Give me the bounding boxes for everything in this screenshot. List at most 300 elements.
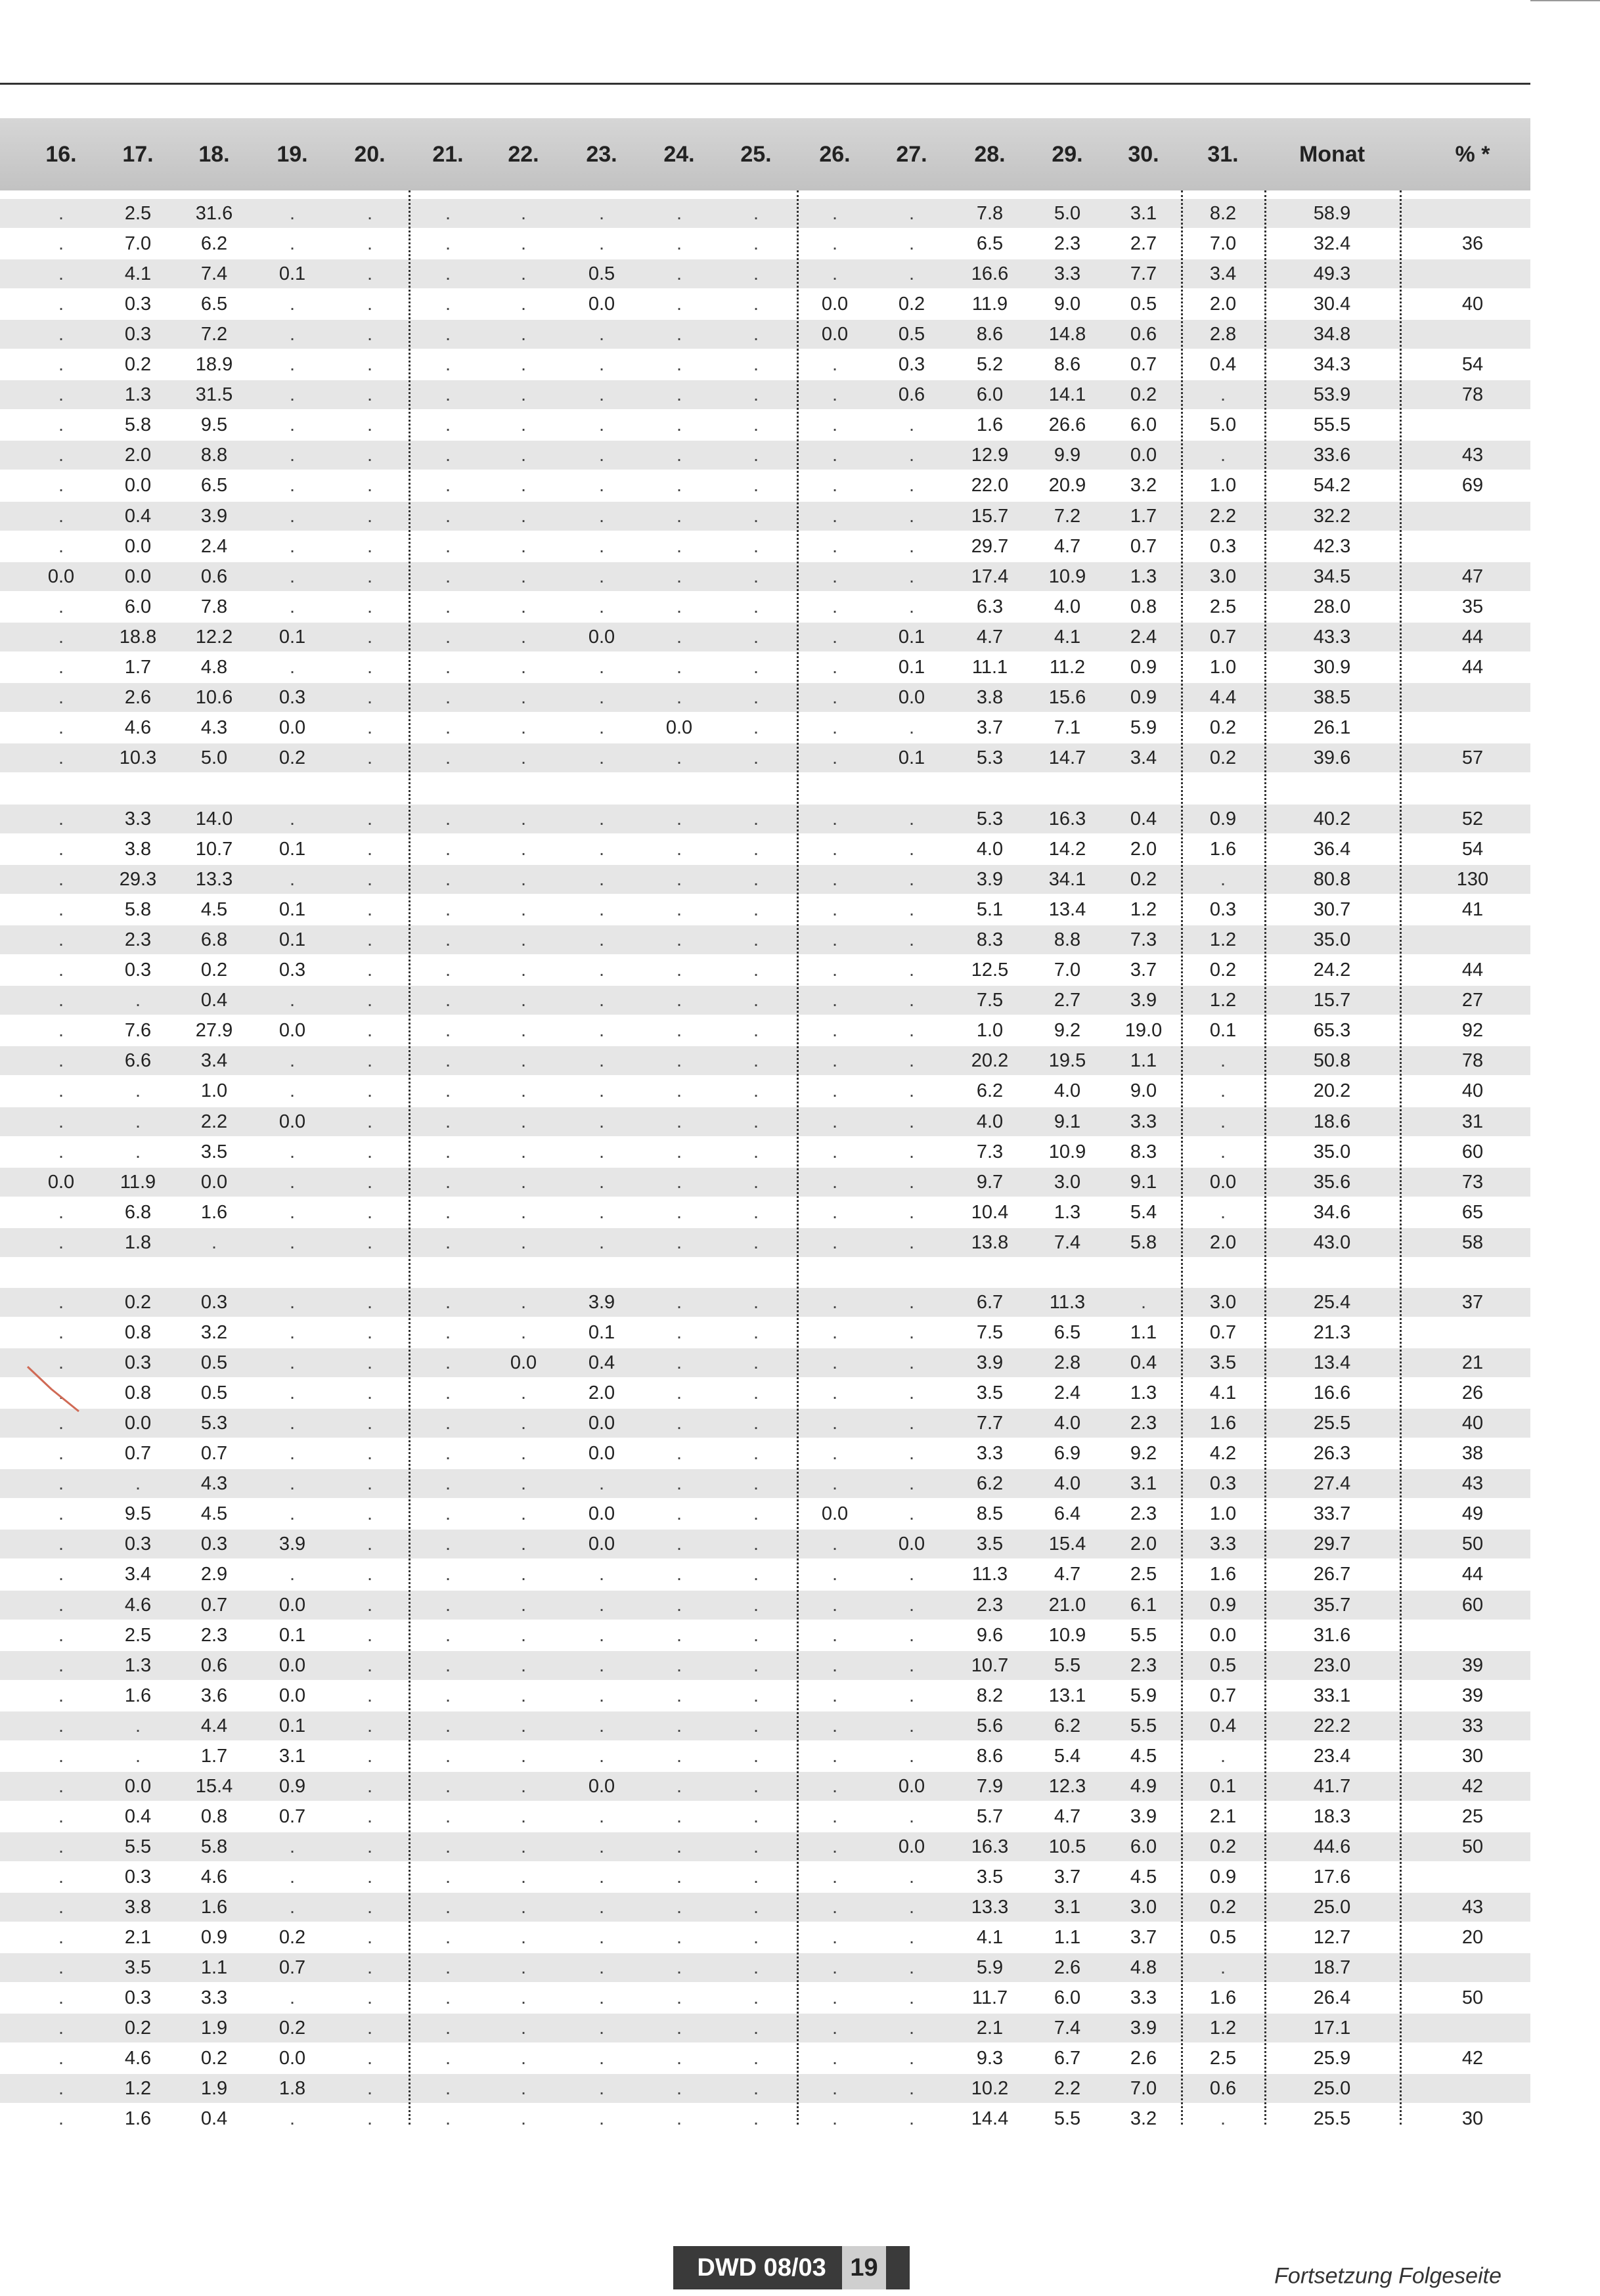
table-cell: 19.0: [1124, 1020, 1163, 1042]
table-cell: .: [676, 1020, 682, 1042]
table-cell: .: [445, 1715, 451, 1736]
table-cell: .: [1220, 1141, 1226, 1162]
table-cell: .: [598, 1957, 605, 1979]
table-cell: .: [753, 1473, 759, 1495]
table-cell: 0.7: [278, 1805, 306, 1827]
table-cell: .: [367, 717, 373, 738]
table-cell: .: [58, 475, 64, 497]
table-cell: 0.1: [278, 1715, 306, 1736]
table-cell: .: [676, 505, 682, 527]
table-cell: .: [753, 1413, 759, 1434]
table-cell: .: [289, 656, 296, 678]
table-cell: 13.4: [1313, 1352, 1351, 1374]
table-cell: 3.5: [200, 1141, 228, 1162]
table-cell: .: [1140, 1292, 1147, 1313]
table-cell: .: [445, 1171, 451, 1193]
table-cell: .: [598, 1201, 605, 1223]
table-cell: .: [753, 1201, 759, 1223]
table-cell: 25.5: [1313, 2108, 1351, 2130]
table-cell: 0.0: [278, 1020, 306, 1042]
table-cell: 6.0: [1130, 414, 1157, 436]
table-cell: .: [445, 1685, 451, 1706]
table-cell: .: [367, 1715, 373, 1736]
table-cell: 4.7: [1054, 1805, 1081, 1827]
table-cell: .: [753, 596, 759, 617]
table-cell: 0.9: [200, 1927, 228, 1949]
table-cell: .: [832, 1292, 838, 1313]
table-cell: .: [520, 1111, 527, 1132]
table-cell: 43: [1461, 1473, 1484, 1495]
table-cell: .: [676, 1745, 682, 1767]
table-cell: .: [832, 1352, 838, 1374]
table-cell: 2.6: [124, 686, 152, 708]
table-cell: 12.5: [971, 960, 1009, 981]
table-cell: 6.0: [124, 596, 152, 617]
table-cell: 4.0: [976, 1111, 1004, 1132]
table-cell: 4.9: [1130, 1775, 1157, 1797]
table-cell: 44: [1461, 960, 1484, 981]
table-cell: .: [832, 990, 838, 1011]
table-cell: .: [58, 505, 64, 527]
table-cell: .: [676, 1080, 682, 1102]
table-cell: 8.2: [1209, 203, 1237, 224]
table-cell: 0.4: [124, 505, 152, 527]
table-cell: 9.1: [1054, 1111, 1081, 1132]
table-cell: 9.7: [976, 1171, 1004, 1193]
table-cell: 92: [1461, 1020, 1484, 1042]
table-cell: 4.0: [1054, 1080, 1081, 1102]
table-cell: 4.0: [1054, 1473, 1081, 1495]
table-cell: 3.0: [1209, 565, 1237, 587]
table-cell: .: [908, 1201, 915, 1223]
table-cell: 0.0: [278, 2048, 306, 2069]
table-cell: 9.0: [1054, 294, 1081, 315]
table-cell: .: [1220, 1050, 1226, 1072]
table-cell: 54: [1461, 839, 1484, 860]
table-cell: 25.4: [1313, 1292, 1351, 1313]
table-cell: 9.6: [976, 1624, 1004, 1646]
table-cell: .: [908, 1745, 915, 1767]
table-cell: 1.0: [1209, 475, 1237, 497]
table-cell: 3.5: [124, 1957, 152, 1979]
table-cell: 17.6: [1313, 1866, 1351, 1888]
table-cell: 0.1: [588, 1322, 615, 1344]
table-cell: .: [832, 475, 838, 497]
table-cell: 16.6: [971, 263, 1009, 285]
table-cell: 0.4: [1209, 1715, 1237, 1736]
table-cell: .: [445, 1231, 451, 1253]
table-cell: 22.0: [971, 475, 1009, 497]
table-cell: .: [676, 2048, 682, 2069]
table-cell: .: [908, 1352, 915, 1374]
table-cell: .: [520, 1685, 527, 1706]
table-cell: .: [676, 1564, 682, 1585]
table-cell: 8.6: [976, 1745, 1004, 1767]
table-cell: 0.3: [124, 324, 152, 345]
table-cell: 0.0: [278, 717, 306, 738]
table-cell: .: [676, 1594, 682, 1616]
table-cell: 27.9: [195, 1020, 233, 1042]
table-cell: 18.6: [1313, 1111, 1351, 1132]
table-cell: 14.8: [1048, 324, 1086, 345]
table-cell: .: [58, 1745, 64, 1767]
table-cell: 4.4: [200, 1715, 228, 1736]
table-cell: .: [753, 1382, 759, 1404]
table-cell: .: [520, 808, 527, 829]
table-cell: .: [520, 960, 527, 981]
table-cell: .: [908, 1473, 915, 1495]
table-cell: .: [676, 626, 682, 648]
table-cell: 6.4: [1054, 1503, 1081, 1525]
table-cell: .: [676, 203, 682, 224]
table-cell: .: [598, 960, 605, 981]
table-cell: 43.0: [1313, 1231, 1351, 1253]
table-cell: .: [753, 2078, 759, 2100]
table-cell: .: [445, 2048, 451, 2069]
table-cell: .: [832, 2078, 838, 2100]
table-cell: .: [753, 1292, 759, 1313]
table-cell: .: [367, 1775, 373, 1797]
table-cell: 0.6: [1130, 324, 1157, 345]
table-cell: .: [445, 596, 451, 617]
table-cell: .: [598, 1715, 605, 1736]
table-cell: .: [908, 808, 915, 829]
table-cell: .: [367, 1080, 373, 1102]
table-cell: 0.1: [898, 626, 925, 648]
table-cell: .: [367, 565, 373, 587]
table-cell: .: [289, 596, 296, 617]
table-cell: .: [598, 929, 605, 951]
table-cell: 8.6: [1054, 354, 1081, 376]
table-cell: 6.8: [200, 929, 228, 951]
table-cell: 0.3: [124, 960, 152, 981]
table-cell: 17.1: [1313, 2018, 1351, 2039]
table-cell: 0.2: [898, 294, 925, 315]
table-cell: .: [58, 1624, 64, 1646]
table-cell: 20.2: [971, 1050, 1009, 1072]
table-cell: .: [58, 1141, 64, 1162]
table-cell: 7.4: [1054, 2018, 1081, 2039]
table-cell: 17.4: [971, 565, 1009, 587]
table-cell: 3.4: [200, 1050, 228, 1072]
table-cell: .: [289, 1897, 296, 1918]
table-cell: .: [832, 869, 838, 891]
table-cell: 1.3: [1130, 565, 1157, 587]
table-cell: .: [598, 1111, 605, 1132]
table-cell: 7.1: [1054, 717, 1081, 738]
table-cell: .: [289, 294, 296, 315]
table-cell: 8.6: [976, 324, 1004, 345]
table-cell: .: [598, 869, 605, 891]
table-cell: .: [445, 294, 451, 315]
table-cell: 29.3: [119, 869, 157, 891]
table-cell: .: [676, 747, 682, 768]
table-cell: .: [832, 1745, 838, 1767]
table-cell: .: [367, 747, 373, 768]
table-cell: .: [58, 324, 64, 345]
table-cell: .: [753, 324, 759, 345]
table-cell: 0.2: [278, 2018, 306, 2039]
table-cell: 4.6: [124, 2048, 152, 2069]
table-cell: 0.3: [200, 1534, 228, 1555]
table-cell: .: [520, 354, 527, 376]
table-cell: 14.7: [1048, 747, 1086, 768]
table-cell: .: [367, 990, 373, 1011]
table-cell: .: [520, 324, 527, 345]
table-cell: .: [598, 505, 605, 527]
table-cell: .: [753, 1654, 759, 1676]
table-cell: 5.5: [124, 1836, 152, 1857]
table-cell: .: [753, 203, 759, 224]
table-cell: .: [753, 1534, 759, 1555]
table-cell: .: [445, 263, 451, 285]
table-cell: 3.8: [124, 1897, 152, 1918]
table-cell: .: [908, 2018, 915, 2039]
table-cell: .: [832, 1987, 838, 2009]
table-cell: .: [676, 1957, 682, 1979]
table-cell: .: [753, 1866, 759, 1888]
table-cell: 39: [1461, 1685, 1484, 1706]
table-cell: 0.0: [1130, 445, 1157, 466]
table-cell: .: [676, 263, 682, 285]
table-cell: .: [598, 445, 605, 466]
table-cell: 49: [1461, 1503, 1484, 1525]
table-cell: .: [367, 596, 373, 617]
table-cell: 6.0: [976, 384, 1004, 406]
table-cell: 1.0: [976, 1020, 1004, 1042]
table-cell: 44: [1461, 656, 1484, 678]
table-cell: .: [598, 596, 605, 617]
table-cell: .: [908, 717, 915, 738]
table-cell: .: [289, 1322, 296, 1344]
table-cell: .: [832, 1171, 838, 1193]
table-cell: 0.0: [124, 565, 152, 587]
table-cell: 25: [1461, 1805, 1484, 1827]
table-cell: 3.9: [1130, 1805, 1157, 1827]
table-cell: 2.2: [1054, 2078, 1081, 2100]
table-cell: .: [908, 1111, 915, 1132]
table-cell: .: [832, 808, 838, 829]
table-cell: .: [1220, 384, 1226, 406]
table-cell: .: [753, 1624, 759, 1646]
table-cell: .: [289, 233, 296, 255]
table-cell: 0.1: [1209, 1775, 1237, 1797]
table-cell: 2.0: [1130, 839, 1157, 860]
table-cell: .: [753, 990, 759, 1011]
table-cell: 50: [1461, 1987, 1484, 2009]
table-cell: 3.5: [976, 1382, 1004, 1404]
table-cell: 33.1: [1313, 1685, 1351, 1706]
table-cell: 40: [1461, 1413, 1484, 1434]
table-cell: 54: [1461, 354, 1484, 376]
table-cell: .: [520, 203, 527, 224]
table-cell: 55.5: [1313, 414, 1351, 436]
table-cell: .: [367, 929, 373, 951]
table-cell: .: [520, 929, 527, 951]
table-cell: .: [753, 1050, 759, 1072]
table-cell: 0.8: [200, 1805, 228, 1827]
table-cell: .: [289, 2108, 296, 2130]
column-header: 27.: [896, 142, 927, 167]
table-cell: .: [676, 1866, 682, 1888]
table-cell: 0.7: [200, 1443, 228, 1465]
table-cell: .: [598, 384, 605, 406]
table-cell: 2.3: [1130, 1503, 1157, 1525]
table-cell: 2.3: [1130, 1413, 1157, 1434]
table-cell: 9.5: [124, 1503, 152, 1525]
table-cell: .: [289, 475, 296, 497]
table-cell: 0.7: [200, 1594, 228, 1616]
table-cell: .: [445, 869, 451, 891]
table-cell: 6.5: [976, 233, 1004, 255]
table-cell: .: [598, 717, 605, 738]
table-cell: .: [520, 1987, 527, 2009]
table-cell: 7.4: [1054, 1231, 1081, 1253]
table-cell: .: [367, 2078, 373, 2100]
table-cell: 8.8: [1054, 929, 1081, 951]
table-cell: .: [520, 899, 527, 921]
table-cell: .: [367, 1231, 373, 1253]
table-cell: 1.6: [1209, 1987, 1237, 2009]
table-cell: .: [908, 1624, 915, 1646]
table-cell: 0.9: [1209, 808, 1237, 829]
table-cell: 24.2: [1313, 960, 1351, 981]
table-cell: 33: [1461, 1715, 1484, 1736]
table-cell: .: [908, 1413, 915, 1434]
table-cell: .: [520, 384, 527, 406]
table-cell: .: [676, 475, 682, 497]
table-cell: 30: [1461, 2108, 1484, 2130]
table-cell: 6.9: [1054, 1443, 1081, 1465]
table-cell: 4.5: [200, 899, 228, 921]
table-cell: 0.5: [898, 324, 925, 345]
table-cell: 43: [1461, 445, 1484, 466]
table-cell: .: [58, 1775, 64, 1797]
table-cell: .: [445, 1927, 451, 1949]
table-cell: 4.6: [200, 1866, 228, 1888]
table-cell: .: [367, 1897, 373, 1918]
table-cell: .: [58, 686, 64, 708]
table-cell: 0.0: [124, 1413, 152, 1434]
table-cell: .: [445, 1473, 451, 1495]
table-cell: .: [367, 1927, 373, 1949]
table-cell: 33.6: [1313, 445, 1351, 466]
table-cell: .: [832, 1775, 838, 1797]
table-cell: .: [676, 1231, 682, 1253]
table-cell: 0.0: [47, 565, 75, 587]
table-cell: .: [445, 1897, 451, 1918]
table-cell: 0.2: [1209, 1836, 1237, 1857]
table-cell: 0.0: [821, 294, 849, 315]
table-cell: .: [445, 1866, 451, 1888]
table-cell: .: [289, 203, 296, 224]
table-cell: .: [445, 505, 451, 527]
table-cell: 10.7: [195, 839, 233, 860]
table-cell: .: [832, 686, 838, 708]
table-cell: .: [832, 929, 838, 951]
table-cell: .: [520, 1201, 527, 1223]
table-cell: 5.9: [1130, 717, 1157, 738]
table-cell: 7.4: [200, 263, 228, 285]
table-cell: 4.3: [200, 717, 228, 738]
table-cell: .: [908, 899, 915, 921]
table-cell: .: [908, 233, 915, 255]
table-cell: 2.5: [1209, 596, 1237, 617]
table-cell: 2.8: [1209, 324, 1237, 345]
table-cell: .: [520, 1503, 527, 1525]
column-divider: [1264, 190, 1266, 2125]
table-cell: 31.6: [1313, 1624, 1351, 1646]
table-cell: .: [832, 1654, 838, 1676]
table-cell: 25.5: [1313, 1413, 1351, 1434]
table-cell: 5.3: [976, 808, 1004, 829]
table-cell: .: [367, 808, 373, 829]
table-cell: 6.5: [1054, 1322, 1081, 1344]
table-cell: 6.2: [200, 233, 228, 255]
table-cell: .: [676, 1715, 682, 1736]
table-cell: .: [908, 1020, 915, 1042]
table-cell: .: [676, 1897, 682, 1918]
table-cell: 1.1: [1130, 1322, 1157, 1344]
column-header: 16.: [45, 142, 77, 167]
table-cell: .: [445, 1292, 451, 1313]
table-cell: .: [58, 2078, 64, 2100]
table-cell: 11.9: [120, 1171, 156, 1193]
table-cell: 0.9: [278, 1775, 306, 1797]
table-cell: 20.2: [1313, 1080, 1351, 1102]
table-cell: .: [676, 1141, 682, 1162]
table-cell: 3.4: [124, 1564, 152, 1585]
table-cell: 3.0: [1054, 1171, 1081, 1193]
table-cell: .: [58, 1987, 64, 2009]
table-cell: .: [832, 596, 838, 617]
table-cell: .: [598, 1897, 605, 1918]
table-cell: .: [753, 354, 759, 376]
table-cell: [1423, 683, 1522, 712]
table-cell: .: [58, 1352, 64, 1374]
table-cell: 5.8: [200, 1836, 228, 1857]
table-cell: .: [289, 1443, 296, 1465]
table-cell: 30: [1461, 1745, 1484, 1767]
table-cell: .: [598, 1745, 605, 1767]
table-cell: .: [520, 1231, 527, 1253]
table-cell: 5.4: [1054, 1745, 1081, 1767]
table-cell: .: [598, 2108, 605, 2130]
table-cell: .: [58, 656, 64, 678]
table-cell: 2.7: [1054, 990, 1081, 1011]
table-cell: .: [58, 626, 64, 648]
table-cell: 9.3: [976, 2048, 1004, 2069]
table-cell: 0.2: [1130, 384, 1157, 406]
table-cell: .: [445, 960, 451, 981]
table-cell: 6.2: [976, 1473, 1004, 1495]
table-cell: 0.5: [588, 263, 615, 285]
table-cell: .: [753, 505, 759, 527]
table-cell: [1423, 199, 1522, 228]
table-cell: 0.3: [124, 294, 152, 315]
table-cell: .: [753, 233, 759, 255]
table-cell: 0.2: [200, 2048, 228, 2069]
table-cell: .: [520, 656, 527, 678]
table-cell: 5.9: [976, 1957, 1004, 1979]
table-cell: .: [753, 2048, 759, 2069]
table-cell: 3.2: [1130, 475, 1157, 497]
table-cell: 4.5: [1130, 1745, 1157, 1767]
table-cell: .: [445, 1775, 451, 1797]
table-cell: 0.0: [200, 1171, 228, 1193]
table-cell: .: [832, 1805, 838, 1827]
table-cell: 0.9: [1209, 1594, 1237, 1616]
